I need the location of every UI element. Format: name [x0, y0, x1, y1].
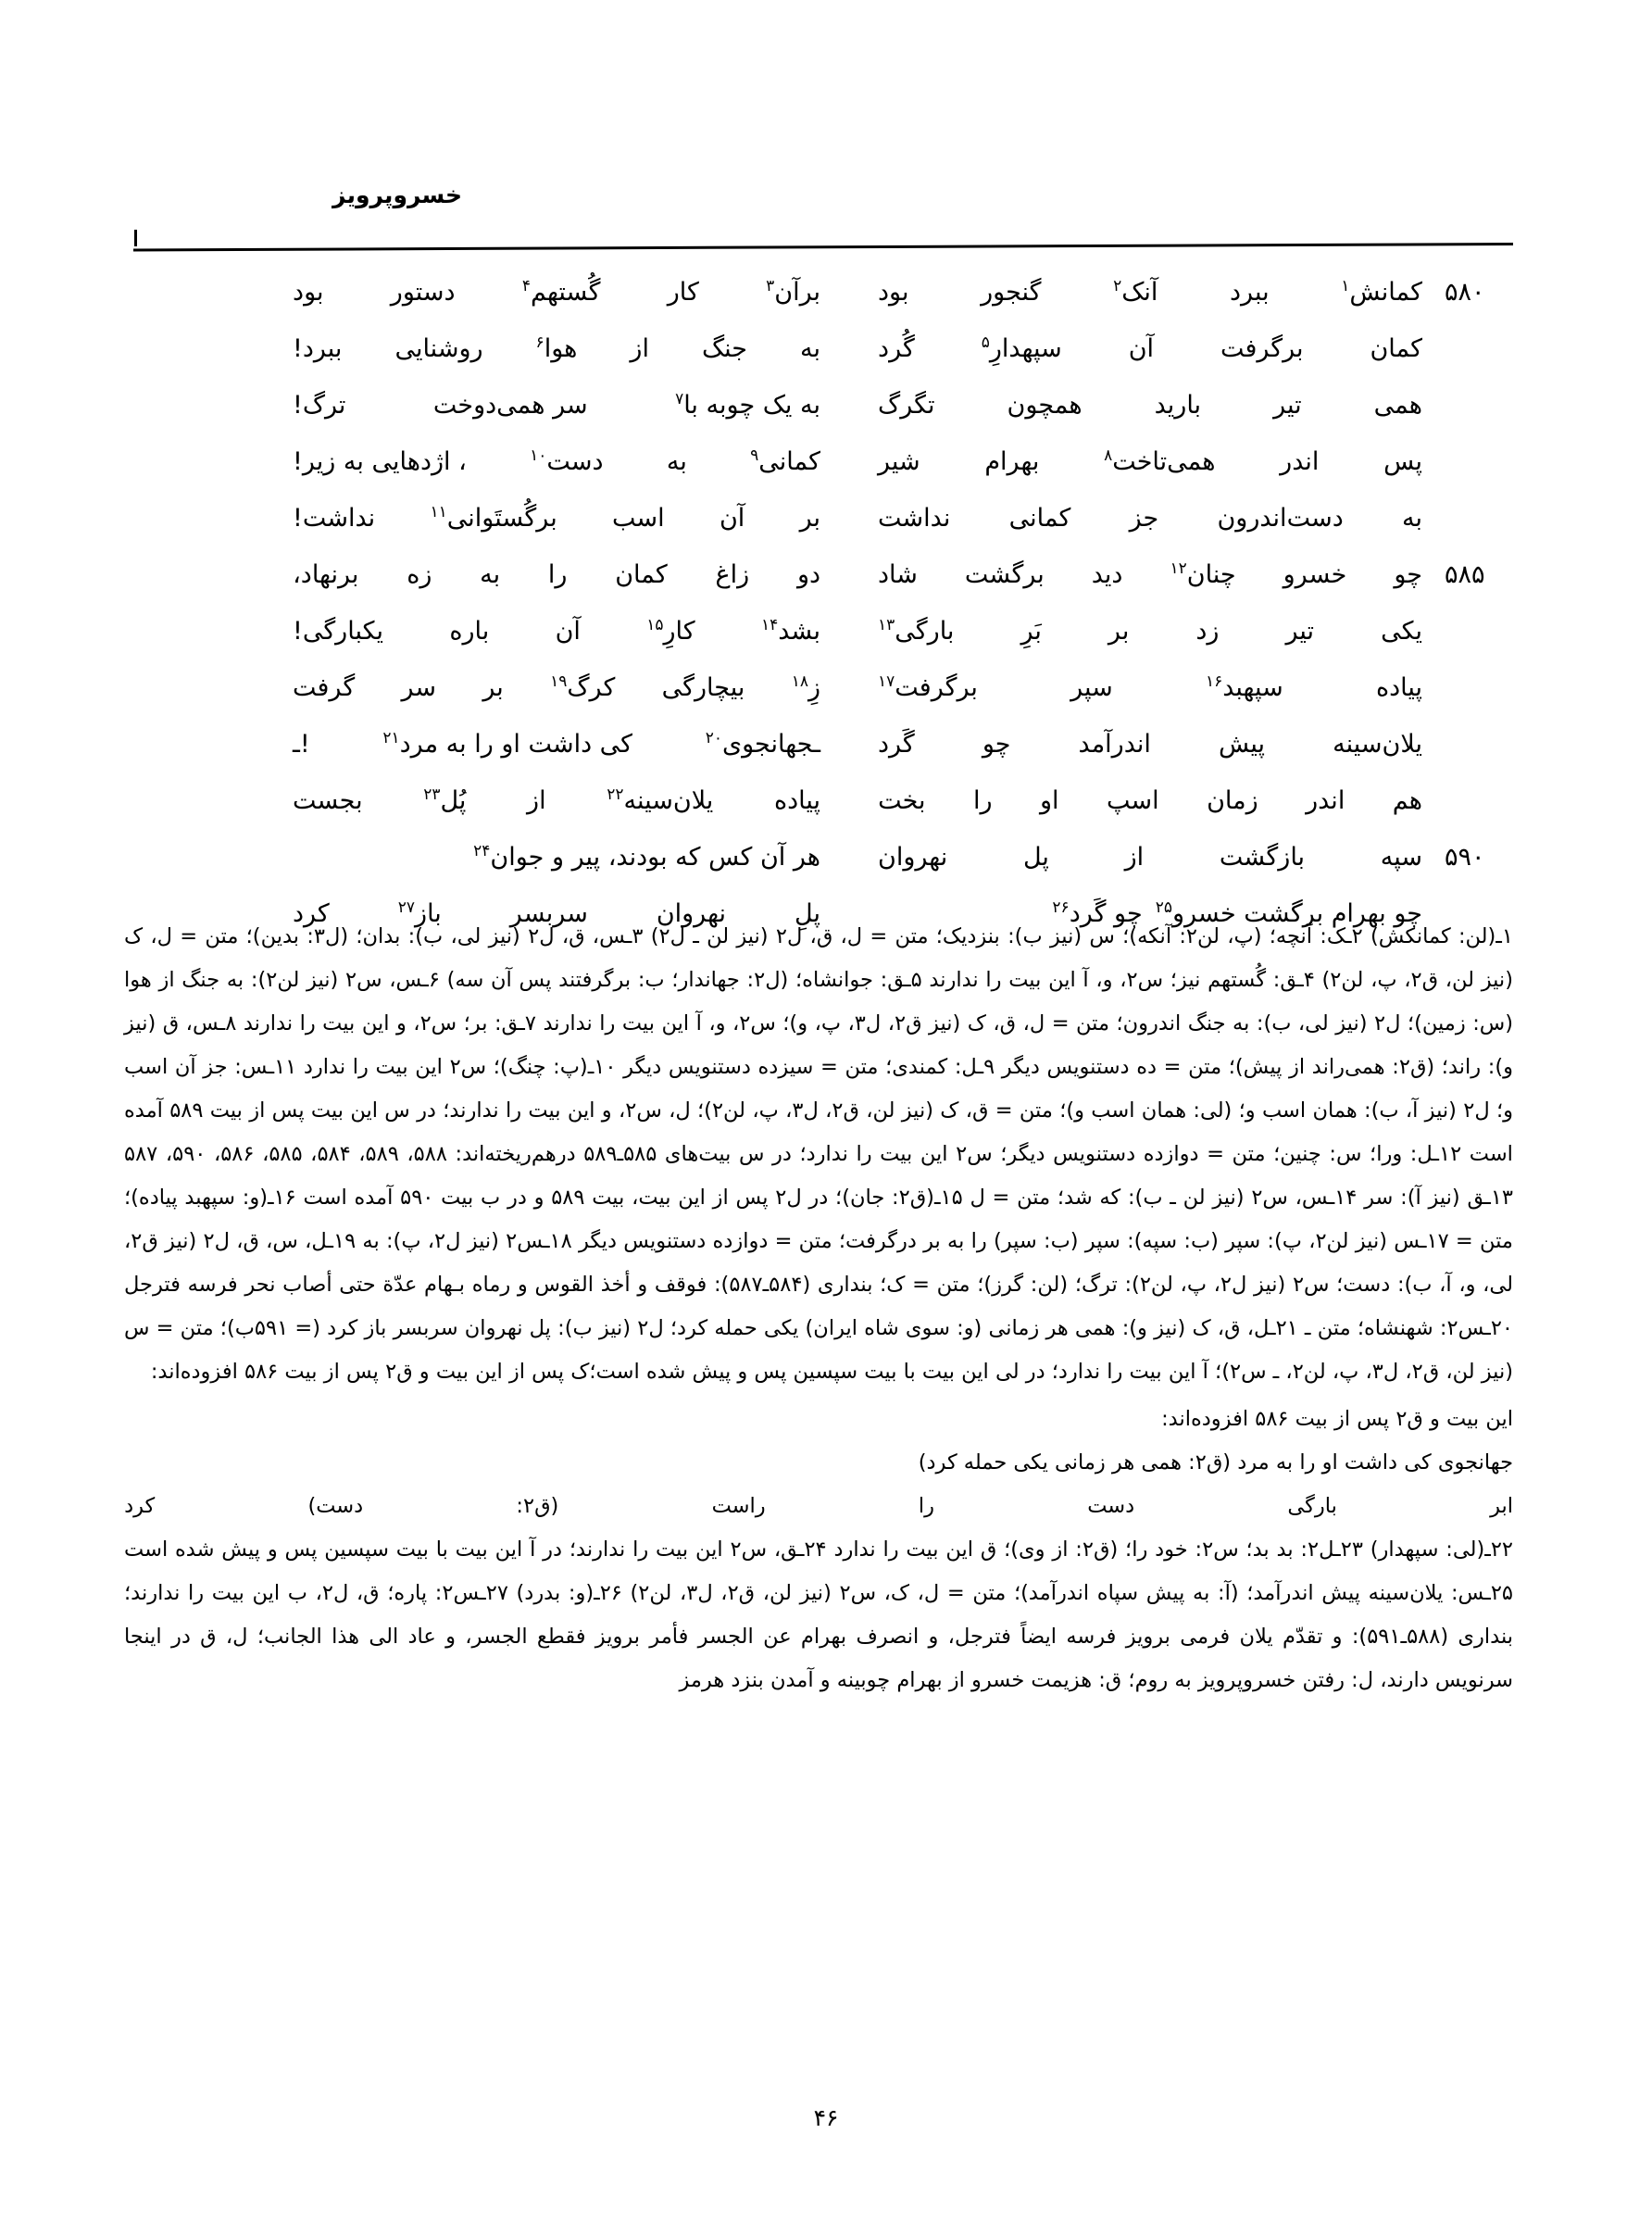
inserted-verse-word: راست [711, 1494, 766, 1518]
hemistich-left [283, 786, 857, 815]
verse-word: اندر [1280, 447, 1320, 476]
verse-word: بود [293, 278, 324, 307]
verse-word: جنگ [701, 334, 747, 363]
verse-row [133, 673, 1513, 730]
verse-word: کمان [615, 560, 668, 589]
apparatus-marker: ۲۷ [397, 898, 416, 917]
verse-word: آن [555, 617, 581, 646]
verse-word: گُرد [878, 334, 915, 363]
verse-word: باز$^{۲۷}$ [397, 898, 442, 928]
verse-row [133, 447, 1513, 504]
inserted-verse-word: (ق۲: [516, 1494, 559, 1518]
verse-word: تیر [1273, 391, 1302, 420]
hemistich-left [283, 504, 857, 533]
inserted-verse-line-1: جهانجوی کی داشت او را به مرد (ق۲: همی هر زمانی یکی حمله کرد) [918, 1450, 1513, 1475]
verse-word: بجست [293, 786, 363, 815]
verse-word: برگشت [964, 560, 1045, 589]
apparatus-marker: ۱۹ [550, 672, 568, 691]
verse-row [133, 730, 1513, 786]
verse-row [133, 504, 1513, 560]
verse-word: بر [799, 504, 820, 533]
apparatus-marker: ۱۲ [1170, 559, 1187, 578]
verse-word: سر همی‌دوخت [432, 391, 588, 420]
hemistich-left [283, 730, 857, 759]
verse-word: شاد [878, 560, 918, 589]
verse-word: جز [1129, 504, 1159, 533]
inserted-verse-word: ابر [1490, 1494, 1513, 1518]
verse-word: همی‌تاخت$^۸$ [1104, 446, 1216, 476]
inserted-verse-word: را [918, 1494, 934, 1518]
verse-block [133, 278, 1513, 956]
verse-word: آن [1128, 334, 1155, 363]
verse-word: برگُستَوانی$^{۱۱}$ [430, 503, 557, 533]
verse-word: به [800, 334, 820, 363]
verse-word: چنان$^{۱۲}$ [1170, 559, 1236, 589]
hemistich-right [857, 334, 1432, 363]
verse-row [133, 334, 1513, 391]
verse-word: به [1402, 504, 1422, 533]
verse-word: کمانی$^۹$ [750, 446, 820, 476]
apparatus-marker: ۸ [1104, 446, 1113, 465]
verse-word: به [666, 447, 687, 476]
hemistich-right [857, 391, 1432, 420]
verse-word: هم [1392, 786, 1422, 815]
verse-word: هوا$^۶$ [535, 333, 578, 363]
verse-word: نداشت [878, 504, 951, 533]
inserted-verse-word: بارگی [1287, 1494, 1337, 1518]
verse-row [133, 560, 1513, 617]
apparatus-marker: ۲۵ [1155, 898, 1172, 917]
apparatus-marker: ۲۶ [1052, 898, 1070, 917]
verse-word: سپر [1070, 673, 1113, 702]
verse-word: اندرآمد [1078, 730, 1151, 759]
hemistich-left [283, 843, 857, 872]
running-head [144, 182, 1508, 224]
apparatus-marker: ۴ [521, 277, 531, 295]
verse-word: برآن$^۳$ [766, 277, 820, 307]
verse-word: باره [449, 617, 490, 646]
apparatus-paragraph: ۲۲ـ(لی: سپهدار) ۲۳ـل۲: بد بد؛ س۲: خود را؛ (ق۲: از وی)؛ ق این بیت را ندارد ۲۴ـق، س۲ این بیت را ندارند؛ در آ این بیت با بیت سپسین پس و پیش شده است ۲۵ـس: یلان‌سینه پیش اندرآمد؛ (آ: به پیش سپاه اندرآمد)؛ متن = ل، ک، س۲ (نیز لن، ق۲، ل۳، لن۲) ۲۶ـ(و: بدرد) ۲۷ـس۲: پاره؛ ق، ل۲، ب این بیت را ندارند؛ بنداری (۵۸۸ـ۵۹۱): و تقدّم یلان فرمی برویز فرسه ایضاً فترجل، و انصرف بهرام عن الجسر فأمر برویز فقطع الجسر، و عاد الی هذا الجانب؛ ل، ق در اینجا سرنویس دارند، ل: رفتن خسروپرویز به روم؛ ق: هزیمت خسرو از بهرام چوبینه و آمدن بنزد هرمز [124, 1537, 1513, 1692]
verse-word: آنک$^۲$ [1113, 277, 1158, 307]
verse-word: یلان‌سینه [1333, 730, 1422, 759]
apparatus-marker: ۲۲ [607, 785, 624, 804]
verse-word: پُل$^{۲۳}$ [423, 785, 467, 815]
apparatus-marker: ۱۳ [878, 616, 895, 634]
verse-row [133, 617, 1513, 673]
hemistich-right [857, 730, 1432, 759]
apparatus-marker: ۲۳ [423, 785, 441, 804]
verse-word: را [972, 786, 993, 815]
verse-word: بارگی$^{۱۳}$ [878, 616, 955, 646]
verse-word: ـجهانجوی$^{۲۰}$ [705, 729, 820, 759]
verse-word: سپهبد$^{۱۶}$ [1205, 672, 1283, 702]
verse-word: ، اژدهایی به زیر! [293, 447, 467, 476]
hemistich-right [857, 560, 1432, 589]
verse-word: بود [878, 278, 909, 307]
verse-word: هر آن کس که بودند، پیر و جوان$^{۲۴}$ [473, 842, 820, 872]
inserted-verse-line-2 [124, 1485, 1513, 1528]
verse-word: چو بهرام برگشت خسرو$^{۲۵}$ [1155, 898, 1422, 928]
verse-word: گُستهم$^۴$ [521, 277, 601, 307]
verse-word: اندر [1306, 786, 1345, 815]
apparatus-marker: ۷ [675, 390, 684, 408]
verse-word: چو [982, 730, 1011, 759]
verse-word: سربسر [509, 899, 588, 928]
verse-word: شیر [878, 447, 920, 476]
verse-word: بشد$^{۱۴}$ [760, 616, 820, 646]
hemistich-right [857, 673, 1432, 702]
hemistich-left [283, 673, 857, 702]
hemistich-right [857, 447, 1432, 476]
verse-word: کار [667, 278, 699, 307]
verse-word: بارید [1154, 391, 1202, 420]
verse-word: گنجور [981, 278, 1042, 307]
verse-word: کی داشت او را به مرد$^{۲۱}$ [382, 729, 633, 759]
apparatus-marker: ۱۰ [530, 446, 547, 465]
verse-word: همی [1373, 391, 1422, 420]
verse-word: کمان [1370, 334, 1422, 363]
verse-word: پیاده [1375, 673, 1422, 702]
hemistich-left [283, 278, 857, 307]
verse-word: از [630, 334, 649, 363]
verse-word: را [547, 560, 568, 589]
apparatus-marker: ۲۱ [382, 729, 400, 747]
verse-word: سپهدارِ$^۵$ [981, 333, 1062, 363]
verse-word: کرگ$^{۱۹}$ [550, 672, 616, 702]
apparatus-marker: ۲۴ [473, 842, 491, 860]
verse-number: ۵۸۰ [1445, 278, 1485, 307]
verse-word: پل [1022, 843, 1049, 872]
verse-word: بازگشت [1219, 843, 1306, 872]
verse-number: ۵۹۰ [1445, 843, 1485, 872]
hemistich-right [857, 843, 1432, 872]
verse-word: برگرفت$^{۱۷}$ [878, 672, 978, 702]
verse-word: به یک چوبه با$^۷$ [675, 390, 820, 420]
verse-word: ببرد! [293, 334, 343, 363]
verse-word: آن [719, 504, 745, 533]
verse-word: کرد [293, 899, 330, 928]
verse-word: ببرد [1230, 278, 1270, 307]
verse-word: بهرام [984, 447, 1040, 476]
verse-word: زاغ [715, 560, 750, 589]
inserted-verse-word: کرد [124, 1494, 156, 1518]
verse-word: از [527, 786, 546, 815]
header-rule-tick [134, 230, 137, 246]
verse-word: پیاده [773, 786, 820, 815]
verse-word: بخت [878, 786, 926, 815]
verse-word: بر [482, 673, 504, 702]
verse-word: دید [1091, 560, 1123, 589]
verse-row [133, 278, 1513, 334]
verse-word: زد [1195, 617, 1220, 646]
verse-word: چو [1394, 560, 1422, 589]
inserted-verse-heading: این بیت و ق۲ پس از بیت ۵۸۶ افزوده‌اند: [1161, 1407, 1513, 1431]
verse-row [133, 786, 1513, 843]
verse-word: اسپ [1106, 786, 1159, 815]
apparatus-marker: ۶ [535, 333, 544, 352]
apparatus-marker: ۲۰ [705, 729, 722, 747]
apparatus-marker: ۱۴ [760, 616, 779, 634]
verse-row [133, 391, 1513, 447]
verse-word: پیش [1218, 730, 1266, 759]
verse-word: برنهاد، [293, 560, 359, 589]
hemistich-right [857, 504, 1432, 533]
apparatus-marker: ۱ [1341, 277, 1350, 295]
verse-row [133, 843, 1513, 899]
hemistich-right [857, 278, 1432, 307]
verse-word: یکی [1381, 617, 1422, 646]
verse-word: ترگ! [293, 391, 346, 420]
verse-word: نهروان [878, 843, 948, 872]
inserted-verse-word: دست [1087, 1494, 1135, 1518]
verse-word: سپه [1380, 843, 1422, 872]
verse-word: برگرفت [1220, 334, 1304, 363]
apparatus-paragraph: ۱ـ(لن: کمانکش) ۲ـک: آنچه؛ (پ، لن۲: آنکه)؛ س (نیز ب): بنزدیک؛ متن = ل، ق، ل۲ (نیز لن ـ ل۲) ۳ـس، ق، ل۲ (نیز لی، ب): بدان؛ (ل۳: بدین)؛ متن = ل، ک (نیز لن، ق۲، پ، لن۲) ۴ـق: گُستهم نیز؛ س۲، و، آ این بیت را ندارند ۵ـق: جوانشاه؛ (ل۲: جهاندار؛ ب: برگرفتند پس آن سه) ۶ـس، س۲ (نیز لن۲): به جنگ از هوا (س: زمین)؛ ل۲ (نیز لی، ب): به جنگ اندرون؛ متن = ل، ق، ک (نیز ق۲، ل۳، پ، و)؛ س۲، و، آ این بیت را ندارند ۷ـق: بر؛ س۲، و این بیت را ندارند ۸ـس، ق (نیز و): راند؛ (ق۲: همی‌راند از پیش)؛ متن = ده دستنویس دیگر ۹ـل: کمندی؛ متن = سیزده دستنویس دیگر ۱۰ـ(پ: چنگ)؛ س۲ این بیت را ندارد ۱۱ـس: جز آن اسب و؛ ل۲ (نیز آ، ب): همان اسب و؛ (لی: همان اسب و)؛ متن = ق، ک (نیز لن، ق۲، ل۳، پ، لن۲)؛ ل، س۲، و این بیت را ندارند؛ در س این بیت پس از بیت ۵۸۹ آمده است ۱۲ـل: ورا؛ س: چنین؛ متن = دوازده دستنویس دیگر؛ س۲ این بیت را ندارد؛ در س بیت‌های ۵۸۵ـ۵۸۹ درهم‌ریخته‌اند: ۵۸۸، ۵۸۹، ۵۸۴، ۵۸۵، ۵۸۶، ۵۹۰، ۵۸۷ ۱۳ـق (نیز آ): سر ۱۴ـس، س۲ (نیز لن ـ ب): که شد؛ متن = ل ۱۵ـ(ق۲: جان)؛ در ل۲ پس از این بیت، بیت ۵۸۹ و در ب بیت ۵۹۰ آمده است ۱۶ـ(و: سپهبد پیاده)؛ متن = ۱۷ـس (نیز لن۲، پ): سپر (ب: سپه): سپر (ب: سپر) را به بر درگرفت؛ متن = دوازده دستنویس دیگر ۱۸ـس۲ (نیز ل۲، پ): به ۱۹ـل، س، ق، ل۲ (نیز ق۲، لی، و، آ، ب): دست؛ س۲ (نیز ل۲، پ، لن۲): ترگ؛ (لن: گرز)؛ متن = ک؛ بنداری (۵۸۴ـ۵۸۷): فوقف و أخذ القوس و رماه بـهام عدّة حتی أصاب نحر فرسه فترجل ۲۰ـس۲: شهنشاه؛ متن ـ ۲۱ـل، ق، ک (نیز و): همی هر زمانی (و: سوی شاه ایران) یکی حمله کرد؛ ل۲ (نیز ب): پل نهروان سربسر باز کرد (= ۵۹۱ب)؛ متن = س (نیز لن، ق۲، ل۳، پ، لن۲، ـ س۲)؛ آ این بیت را ندارد؛ در لی این بیت با بیت سپسین پس و پیش شده است؛ک پس از این بیت و ق۲ پس از بیت ۵۸۶ افزوده‌اند: [124, 924, 1514, 1384]
verse-word: چو گَرد$^{۲۶}$ [1052, 898, 1143, 928]
apparatus-marker: ۹ [750, 446, 759, 465]
apparatus-marker: ۱۸ [791, 672, 808, 691]
verse-word: بَرِ [1020, 617, 1042, 646]
apparatus-marker: ۱۵ [646, 616, 664, 634]
verse-word: نهروان [656, 899, 727, 928]
verse-word: اسب [612, 504, 665, 533]
hemistich-left [283, 334, 857, 363]
verse-word: بر [1108, 617, 1130, 646]
apparatus-marker: ۲ [1113, 277, 1122, 295]
verse-word: گَرد [878, 730, 915, 759]
running-head-title: خسروپرویز [332, 182, 462, 208]
verse-word: دست‌اندرون [1217, 504, 1344, 533]
apparatus-marker: ۱۶ [1205, 672, 1223, 691]
verse-word: دست$^{۱۰}$ [530, 446, 604, 476]
hemistich-right [857, 786, 1432, 815]
verse-word: دو [796, 560, 820, 589]
verse-word: سر [401, 673, 437, 702]
verse-word: به [480, 560, 501, 589]
verse-number: ۵۸۵ [1445, 560, 1485, 589]
verse-word: یکبارگی! [293, 617, 384, 646]
verse-word: یلان‌سینه$^{۲۲}$ [607, 785, 714, 815]
apparatus-marker: ۵ [981, 333, 990, 352]
verse-word: خسرو [1283, 560, 1347, 589]
verse-word: کمانش$^۱$ [1341, 277, 1422, 307]
verse-word: بیچارگی [661, 673, 745, 702]
apparatus-marker: ۳ [766, 277, 775, 295]
verse-word: تیر [1285, 617, 1315, 646]
apparatus-marker: ۱۷ [878, 672, 895, 691]
hemistich-left [283, 560, 857, 589]
apparatus-marker: ۱۱ [430, 503, 447, 521]
verse-word: نداشت! [293, 504, 376, 533]
hemistich-right [857, 617, 1432, 646]
verse-word: کارِ$^{۱۵}$ [646, 616, 695, 646]
verse-word: زه [407, 560, 432, 589]
header-rule [133, 243, 1513, 252]
hemistich-left [283, 447, 857, 476]
verse-word: او [1039, 786, 1059, 815]
verse-word: از [1124, 843, 1145, 872]
hemistich-left [283, 391, 857, 420]
apparatus-criticus [124, 915, 1513, 1702]
verse-word: همچون [1007, 391, 1083, 420]
inserted-verse-word: دست) [307, 1494, 364, 1518]
verse-word: زِ$^{۱۸}$ [791, 672, 820, 702]
verse-word: پس [1383, 447, 1422, 476]
verse-word: دستور [390, 278, 456, 307]
verse-word: روشنایی [394, 334, 483, 363]
folio-number: ۴۶ [813, 2104, 839, 2131]
verse-word: گرفت [293, 673, 356, 702]
verse-word: پلِ [795, 899, 820, 928]
verse-word: !ـ [293, 730, 310, 759]
verse-word: زمان [1207, 786, 1258, 815]
verse-word: کمانی [1008, 504, 1071, 533]
verse-word: تگرگ [878, 391, 935, 420]
hemistich-left [283, 617, 857, 646]
